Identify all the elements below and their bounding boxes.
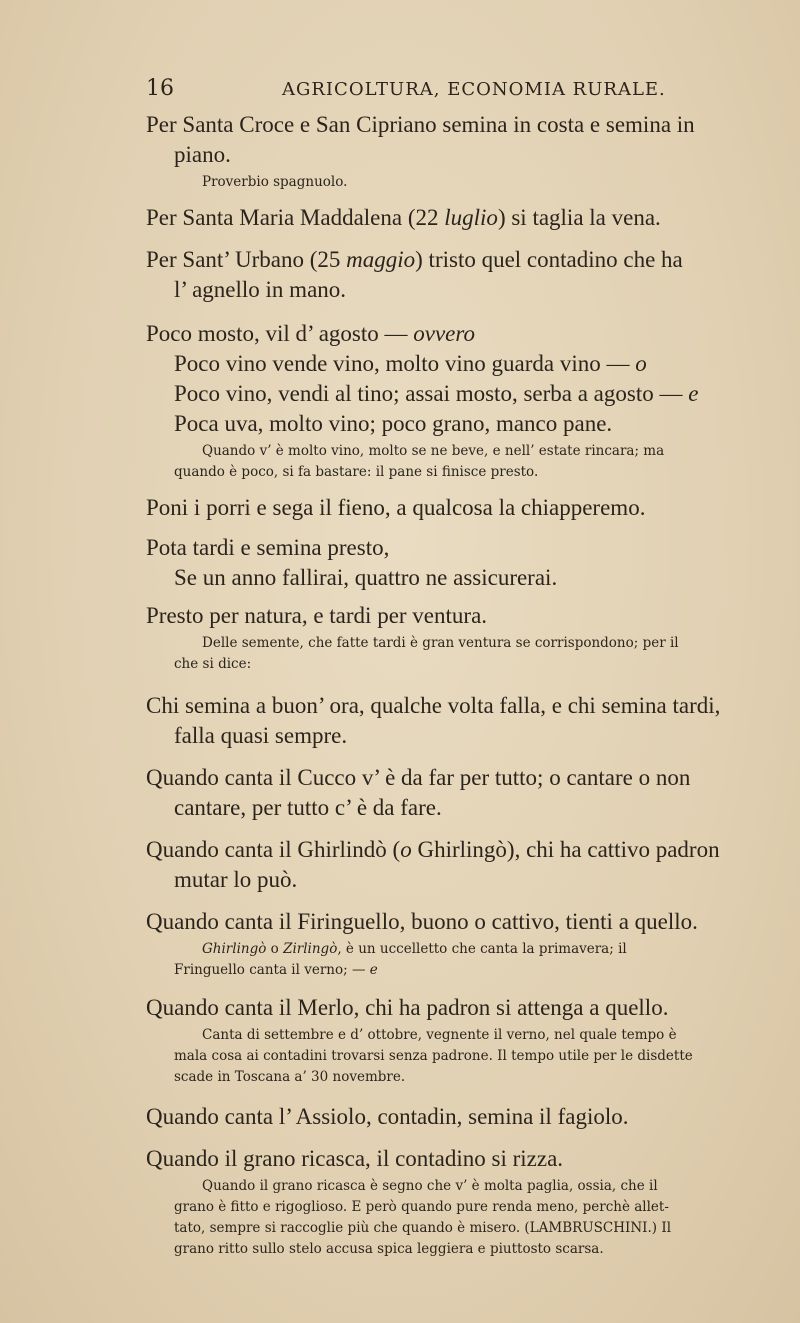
proverb-note: scade in Toscana a’ 30 novembre. <box>174 1069 406 1085</box>
proverb-line: Quando canta il Cucco v’ è da far per tutto; o cantare o non <box>146 765 691 790</box>
proverb-entry <box>146 203 756 233</box>
proverb-line: l’ agnello in mano. <box>174 277 347 302</box>
proverb-entry <box>146 907 756 981</box>
proverb-line: Presto per natura, e tardi per ventura. <box>146 603 488 628</box>
proverb-line: Poni i porri e sega il fieno, a qualcosa la chiapperemo. <box>146 495 646 520</box>
proverb-line <box>146 379 756 409</box>
proverb-line: Chi semina a buon’ ora, qualche volta falla, e chi semina tardi, <box>146 693 721 718</box>
proverb-line <box>146 203 756 233</box>
proverb-text: Poco vino vende vino, molto vino guarda vino — <box>174 351 636 376</box>
proverb-text: Ghirlingò), chi ha cattivo padron <box>411 837 720 862</box>
proverb-entry <box>146 1102 756 1132</box>
proverb-italic: e <box>688 381 699 406</box>
proverb-note: Delle semente, che fatte tardi è gran ventura se corrispondono; per il <box>202 635 679 651</box>
running-title: AGRICOLTURA, ECONOMIA RURALE. <box>282 79 666 100</box>
proverb-line: Poca uva, molto vino; poco grano, manco pane. <box>174 411 613 436</box>
proverb-text: Poco vino, vendi al tino; assai mosto, serba a agosto — <box>174 381 689 406</box>
proverb-line <box>146 245 756 275</box>
proverb-entry <box>146 533 756 593</box>
proverb-italic: ovvero <box>413 321 475 346</box>
proverb-entry <box>146 319 756 483</box>
proverb-text: Quando canta il Ghirlindò ( <box>146 837 401 862</box>
proverb-entry <box>146 835 756 895</box>
proverb-text: ) si taglia la vena. <box>497 205 661 230</box>
note-italic: Zirlingò <box>283 941 338 957</box>
proverb-entry <box>146 763 756 823</box>
page-number: 16 <box>146 76 174 101</box>
proverb-note: grano ritto sullo stelo accusa spica leggiera e piuttosto scarsa. <box>174 1241 604 1257</box>
proverb-entry <box>146 493 756 523</box>
proverb-note: quando è poco, si fa bastare: il pane si finisce presto. <box>174 464 539 480</box>
proverb-line <box>146 349 756 379</box>
proverb-note: mala cosa ai contadini trovarsi senza padrone. Il tempo utile per le disdette <box>174 1048 693 1064</box>
proverb-note: Canta di settembre e d’ ottobre, vegnente il verno, nel quale tempo è <box>202 1027 677 1043</box>
proverb-line: Quando il grano ricasca, il contadino si rizza. <box>146 1146 564 1171</box>
proverb-note: tato, sempre si raccoglie più che quando è misero. (LAMBRUSCHINI.) Il <box>174 1220 672 1236</box>
proverb-note: Quando v’ è molto vino, molto se ne beve, e nell’ estate rincara; ma <box>202 443 665 459</box>
proverb-line: falla quasi sempre. <box>174 723 348 748</box>
proverb-text: Poco mosto, vil d’ agosto — <box>146 321 414 346</box>
note-italic: e <box>369 962 378 978</box>
proverb-line <box>146 835 756 865</box>
note-text: o <box>266 941 284 957</box>
proverb-note: Proverbio spagnuolo. <box>202 174 348 190</box>
proverb-text: ) tristo quel contadino che ha <box>415 247 683 272</box>
proverb-text: Per Santa Maria Maddalena (22 <box>146 205 445 230</box>
page-header <box>146 76 746 102</box>
proverb-text: Per Sant’ Urbano (25 <box>146 247 347 272</box>
proverb-line: Quando canta l’ Assiolo, contadin, semina il fagiolo. <box>146 1104 629 1129</box>
proverb-note: Quando il grano ricasca è segno che v’ è molta paglia, ossia, che il <box>202 1178 658 1194</box>
proverb-note: che si dice: <box>174 656 252 672</box>
proverb-italic: o <box>635 351 647 376</box>
proverb-line: Se un anno fallirai, quattro ne assicurerai. <box>174 565 558 590</box>
proverb-entry <box>146 245 756 305</box>
proverb-line: piano. <box>174 142 231 167</box>
proverb-note: grano è fitto e rigoglioso. E però quando pure renda meno, perchè allet- <box>174 1199 669 1215</box>
proverb-note <box>146 939 756 960</box>
proverb-line: cantare, per tutto c’ è da fare. <box>174 795 442 820</box>
proverb-italic: maggio <box>346 247 416 272</box>
proverb-italic: o <box>400 837 412 862</box>
note-text: Fringuello canta il verno; — <box>174 962 370 978</box>
note-text: , è un uccelletto che canta la primavera; il <box>337 941 627 957</box>
proverb-note <box>146 960 756 981</box>
proverb-line: mutar lo può. <box>174 867 298 892</box>
proverb-entry <box>146 691 756 751</box>
proverb-line: Quando canta il Firinguello, buono o cattivo, tienti a quello. <box>146 909 698 934</box>
proverb-line: Pota tardi e semina presto, <box>146 535 390 560</box>
proverb-entry <box>146 110 756 193</box>
proverb-line <box>146 319 756 349</box>
proverb-entry <box>146 993 756 1088</box>
page-body <box>146 110 756 1260</box>
proverb-line: Per Santa Croce e San Cipriano semina in costa e semina in <box>146 112 695 137</box>
proverb-entry <box>146 601 756 675</box>
proverb-line: Quando canta il Merlo, chi ha padron si attenga a quello. <box>146 995 669 1020</box>
proverb-entry <box>146 1144 756 1260</box>
note-italic: Ghirlingò <box>202 941 267 957</box>
proverb-italic: luglio <box>444 205 498 230</box>
